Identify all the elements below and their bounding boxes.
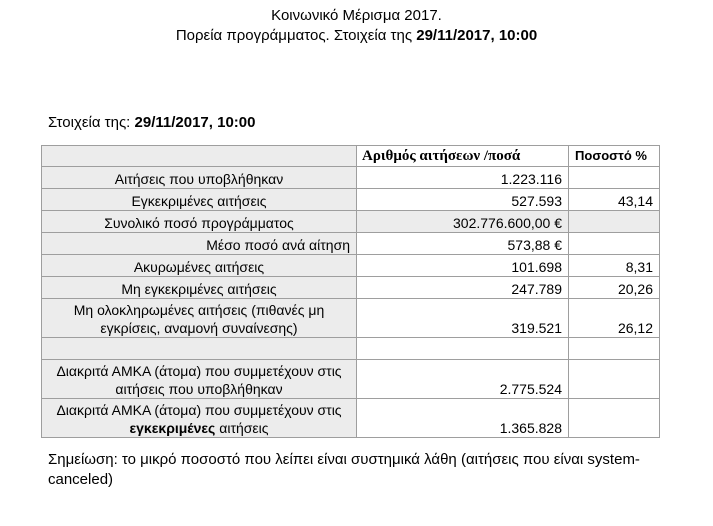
- row-label: Μη εγκεκριμένες αιτήσεις: [42, 277, 357, 299]
- row-value: 247.789: [357, 277, 569, 299]
- row-label: [42, 338, 357, 360]
- row-label: Συνολικό ποσό προγράμματος: [42, 211, 357, 233]
- header-percent-cell: Ποσοστό %: [569, 146, 660, 167]
- row-percent: [569, 399, 660, 438]
- row-percent: [569, 338, 660, 360]
- document-subtitle: [0, 26, 713, 46]
- row-label-emphasis: εγκεκριμένες: [129, 420, 216, 436]
- document-title: Κοινωνικό Μέρισμα 2017.: [271, 7, 442, 24]
- row-value: 527.593: [357, 189, 569, 211]
- table-row: [42, 399, 660, 438]
- row-value: 101.698: [357, 255, 569, 277]
- table-row: [42, 360, 660, 399]
- row-value: 1.365.828: [357, 399, 569, 438]
- row-percent: [569, 211, 660, 233]
- row-percent: 8,31: [569, 255, 660, 277]
- row-value: 319.521: [357, 299, 569, 338]
- table-row: [42, 277, 660, 299]
- statistics-table: [41, 145, 660, 438]
- row-value: 302.776.600,00 €: [357, 211, 569, 233]
- data-date-value: 29/11/2017, 10:00: [134, 114, 256, 131]
- table-row: [42, 211, 660, 233]
- row-value: 2.775.524: [357, 360, 569, 399]
- table-row: [42, 167, 660, 189]
- row-percent: 26,12: [569, 299, 660, 338]
- row-percent: [569, 167, 660, 189]
- row-value: 1.223.116: [357, 167, 569, 189]
- row-label: Μη ολοκληρωμένες αιτήσεις (πιθανές μη εγκρίσεις, αναμονή συναίνεσης): [42, 299, 357, 338]
- table-row: [42, 255, 660, 277]
- table-row: [42, 189, 660, 211]
- row-label: Μέσο ποσό ανά αίτηση: [42, 233, 357, 255]
- row-value: [357, 338, 569, 360]
- table-row: [42, 233, 660, 255]
- subtitle-date: 29/11/2017, 10:00: [416, 27, 538, 44]
- table-row: [42, 299, 660, 338]
- header-label-cell: [42, 146, 357, 167]
- footnote: Σημείωση: το μικρό ποσοστό που λείπει είναι συστημικά λάθη (αιτήσεις που είναι system-canceled): [48, 451, 640, 488]
- row-percent: 43,14: [569, 189, 660, 211]
- row-label: Αιτήσεις που υποβλήθηκαν: [42, 167, 357, 189]
- data-date-label: Στοιχεία της:: [48, 114, 135, 131]
- table-row-empty: [42, 338, 660, 360]
- row-label: Διακριτά ΑΜΚΑ (άτομα) που συμμετέχουν στις αιτήσεις που υποβλήθηκαν: [42, 360, 357, 399]
- table-header-row: [42, 146, 660, 167]
- subtitle-text: Πορεία προγράμματος. Στοιχεία της: [175, 27, 417, 44]
- header-value-cell: Αριθμός αιτήσεων /ποσά: [357, 146, 569, 167]
- row-label: [42, 399, 357, 438]
- row-value: 573,88 €: [357, 233, 569, 255]
- row-label: Εγκεκριμένες αιτήσεις: [42, 189, 357, 211]
- row-percent: [569, 360, 660, 399]
- row-label-start: Διακριτά ΑΜΚΑ (άτομα) που συμμετέχουν στις: [56, 402, 342, 418]
- row-label-end: αιτήσεις: [215, 420, 269, 436]
- row-percent: 20,26: [569, 277, 660, 299]
- data-date-line: [48, 113, 255, 133]
- row-label: Ακυρωμένες αιτήσεις: [42, 255, 357, 277]
- row-percent: [569, 233, 660, 255]
